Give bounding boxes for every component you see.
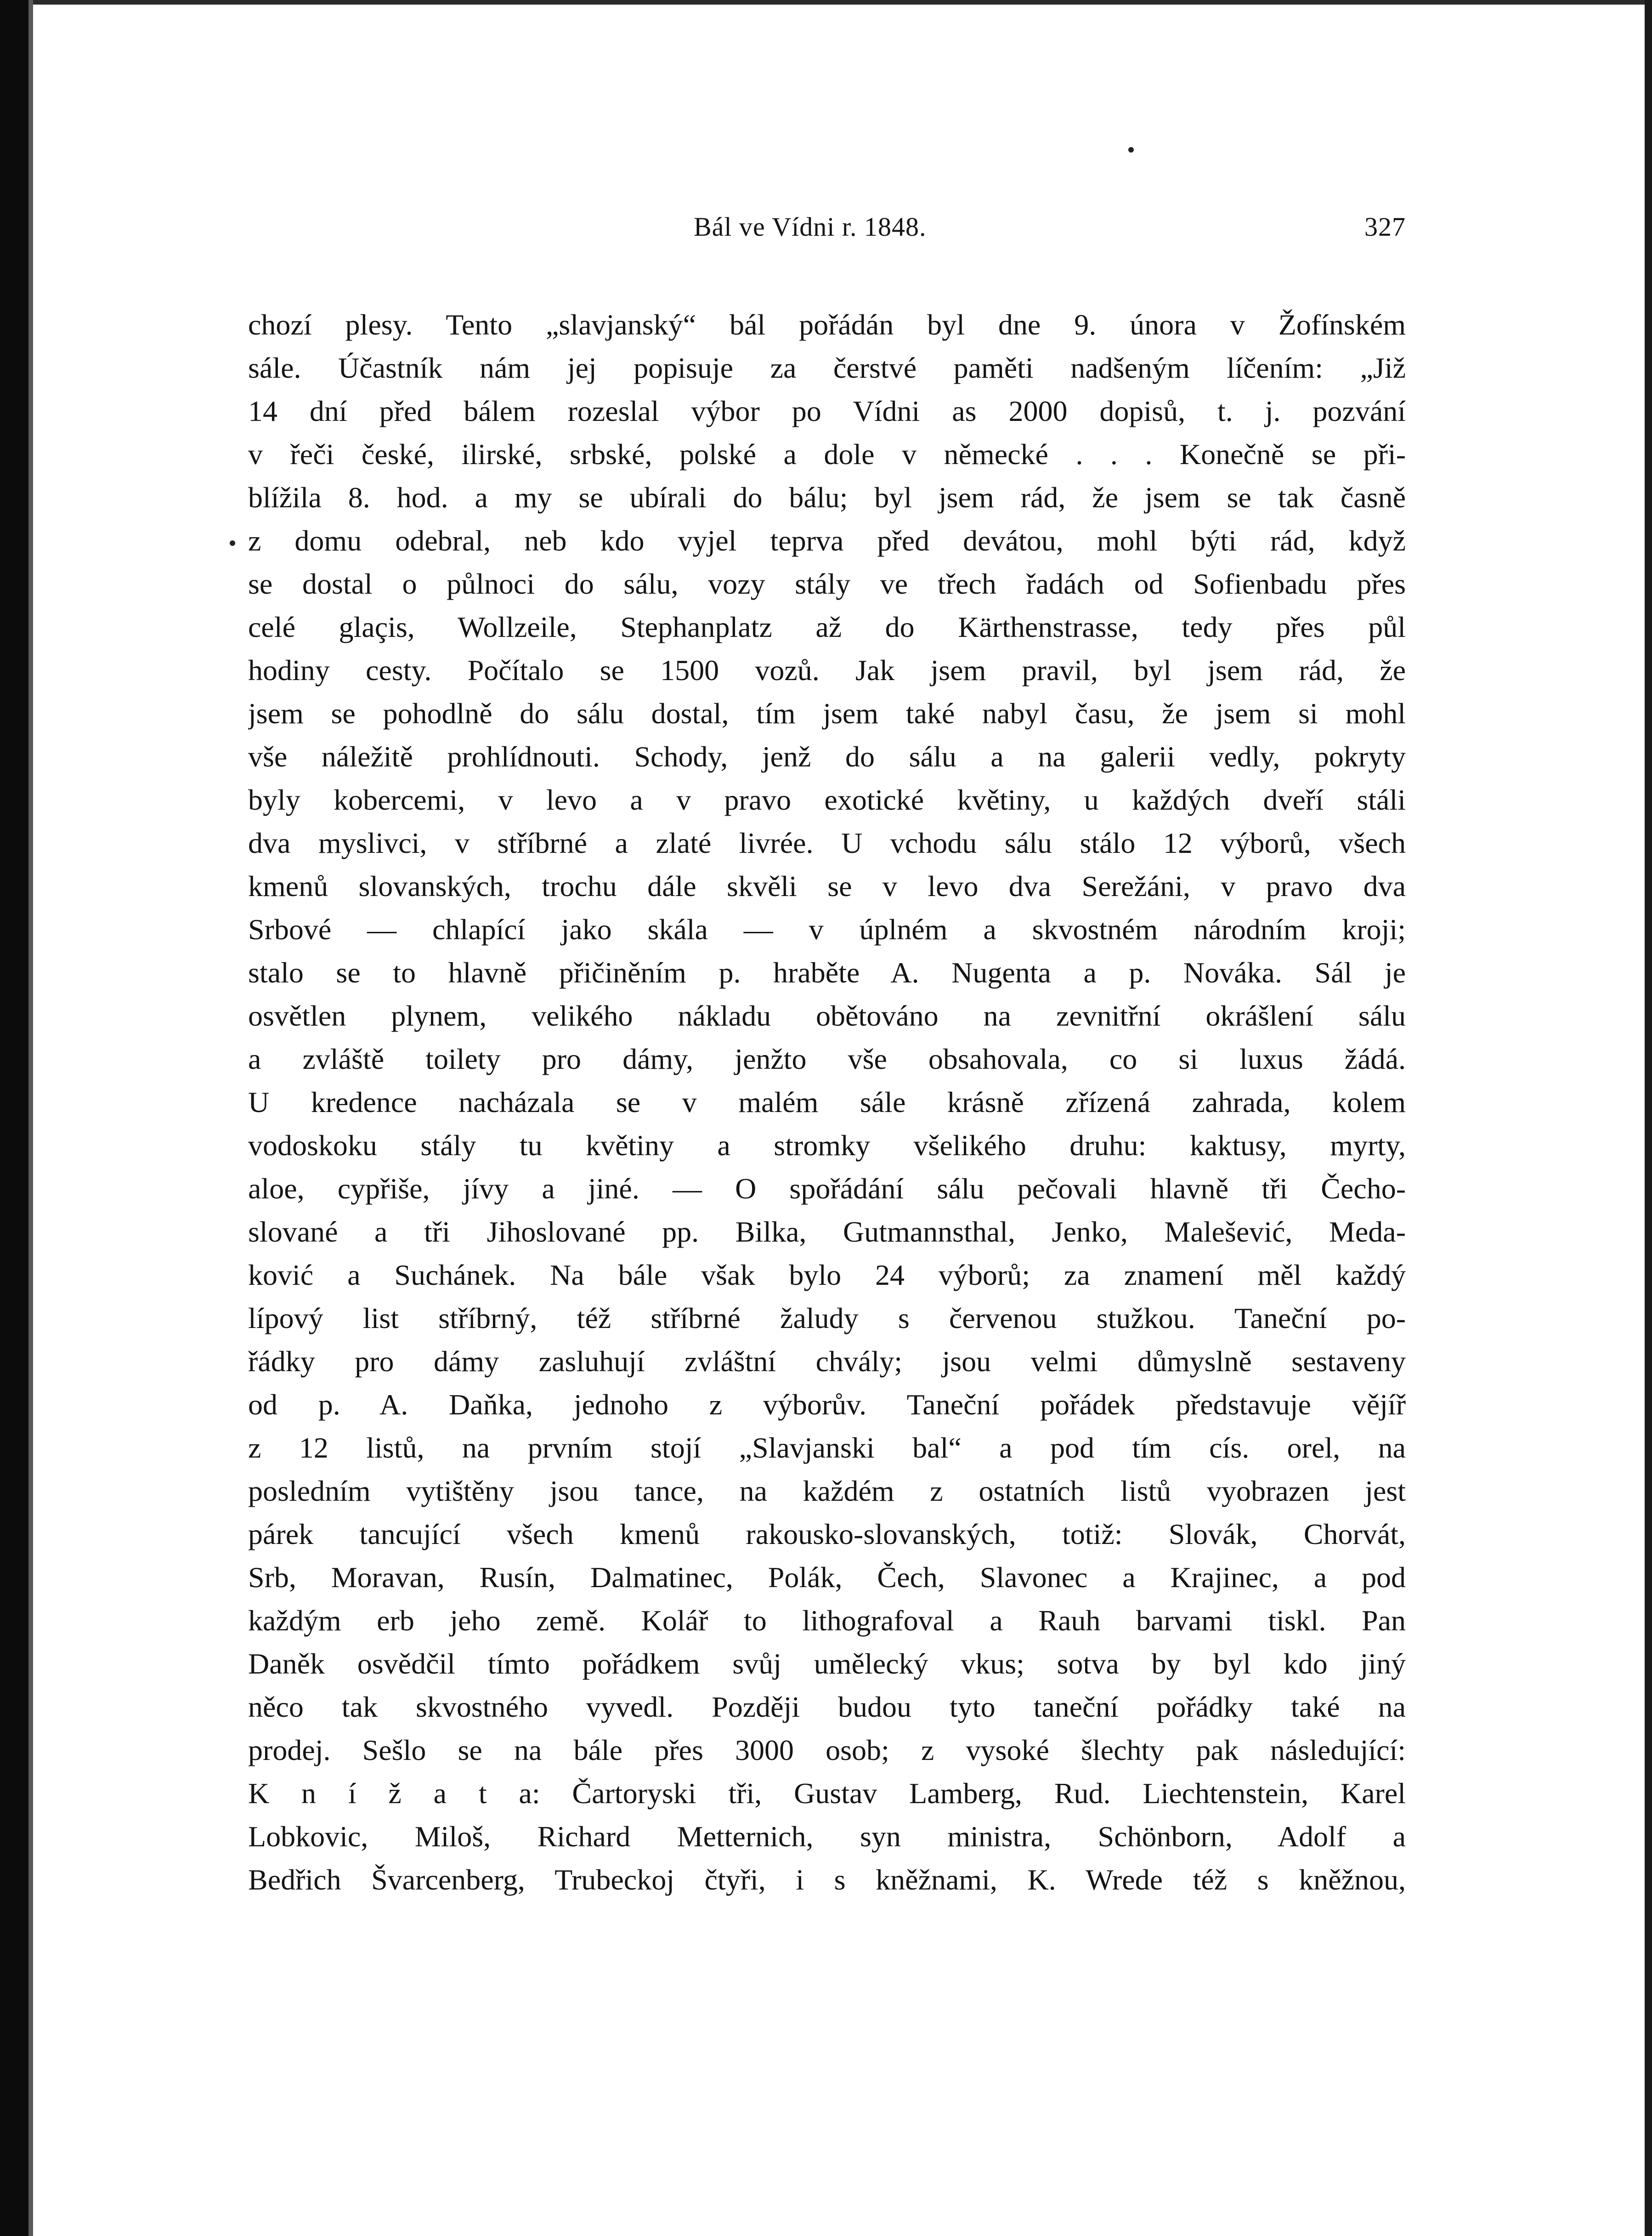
text-line: aloe, cypřiše, jívy a jiné. — O spořádání sálu pečovali hlavně tři Čecho- — [248, 1172, 1406, 1205]
book-page — [248, 202, 1406, 1901]
text-line: párek tancující všech kmenů rakousko-slovanských, totiž: Slovák, Chorvát, — [248, 1518, 1406, 1550]
text-line: hodiny cesty. Počítalo se 1500 vozů. Jak jsem pravil, byl jsem rád, že — [248, 654, 1406, 687]
text-line: Srb, Moravan, Rusín, Dalmatinec, Polák, Čech, Slavonec a Krajinec, a pod — [248, 1561, 1406, 1594]
text-line: v řeči české, ilirské, srbské, polské a dole v německé . . . Konečně se při- — [248, 438, 1406, 471]
text-line: Daněk osvědčil tímto pořádkem svůj umělecký vkus; sotva by byl kdo jiný — [248, 1647, 1406, 1680]
text-line: Lobkovic, Miloš, Richard Metternich, syn ministra, Schönborn, Adolf a — [248, 1820, 1406, 1853]
text-line: každým erb jeho země. Kolář to lithografoval a Rauh barvami tiskl. Pan — [248, 1604, 1406, 1637]
text-line: vše náležitě prohlídnouti. Schody, jenž do sálu a na galerii vedly, pokryty — [248, 740, 1406, 773]
text-line: z 12 listů, na prvním stojí „Slavjanski bal“ a pod tím cís. orel, na — [248, 1431, 1406, 1464]
text-line: dva myslivci, v stříbrné a zlaté livrée. U vchodu sálu stálo 12 výborů, všech — [248, 827, 1406, 859]
scan-edge-left-shadow — [28, 0, 33, 2236]
text-line: osvětlen plynem, velikého nákladu obětováno na zevnitřní okrášlení sálu — [248, 999, 1406, 1032]
text-line: řádky pro dámy zasluhují zvláštní chvály; jsou velmi důmyslně sestaveny — [248, 1345, 1406, 1378]
text-line: kmenů slovanských, trochu dále skvěli se v levo dva Serežáni, v pravo dva — [248, 870, 1406, 902]
body-text — [248, 303, 1406, 1901]
running-head — [248, 202, 1406, 253]
running-title: Bál ve Vídni r. 1848. — [694, 212, 927, 242]
text-line: K n í ž a t a: Čartoryski tři, Gustav Lamberg, Rud. Liechtenstein, Karel — [248, 1777, 1406, 1810]
text-line: Srbové — chlapící jako skála — v úplném a skvostném národním kroji; — [248, 913, 1406, 946]
text-line: stalo se to hlavně přičiněním p. hraběte A. Nugenta a p. Nováka. Sál je — [248, 956, 1406, 989]
text-line: ković a Suchánek. Na bále však bylo 24 výborů; za znamení měl každý — [248, 1259, 1406, 1291]
text-line: posledním vytištěny jsou tance, na každém z ostatních listů vyobrazen jest — [248, 1475, 1406, 1507]
text-line: sále. Účastník nám jej popisuje za čerstvé paměti nadšeným líčením: „Již — [248, 352, 1406, 384]
text-line: lípový list stříbrný, též stříbrné žaludy s červenou stužkou. Taneční po- — [248, 1302, 1406, 1334]
text-line: prodej. Sešlo se na bále přes 3000 osob; z vysoké šlechty pak následující: — [248, 1734, 1406, 1766]
text-line: blížila 8. hod. a my se ubírali do bálu; byl jsem rád, že jsem se tak časně — [248, 481, 1406, 514]
text-line: vodoskoku stály tu květiny a stromky všelikého druhu: kaktusy, myrty, — [248, 1129, 1406, 1162]
page-number: 327 — [1364, 212, 1406, 242]
stray-dot — [1128, 147, 1134, 153]
scan-edge-left — [0, 0, 28, 2236]
scan-edge-top — [0, 0, 1652, 5]
text-line: Bedřich Švarcenberg, Trubeckoj čtyři, i s kněžnami, K. Wrede též s kněžnou, — [248, 1863, 1406, 1896]
text-line: U kredence nacházala se v malém sále krásně zřízená zahrada, kolem — [248, 1086, 1406, 1118]
text-line: chozí plesy. Tento „slavjanský“ bál pořádán byl dne 9. února v Žofínském — [248, 308, 1406, 341]
text-line: byly kobercemi, v levo a v pravo exotické květiny, u každých dveří stáli — [248, 783, 1406, 816]
scan-edge-right — [1645, 0, 1652, 2236]
text-line: slované a tři Jihoslované pp. Bilka, Gutmannsthal, Jenko, Malešević, Meda- — [248, 1215, 1406, 1248]
text-line: 14 dní před bálem rozeslal výbor po Vídni as 2000 dopisů, t. j. pozvání — [248, 395, 1406, 427]
stray-dot — [230, 540, 235, 546]
text-line: se dostal o půlnoci do sálu, vozy stály ve třech řadách od Sofienbadu přes — [248, 568, 1406, 600]
text-line: od p. A. Daňka, jednoho z výborův. Taneční pořádek představuje vějíř — [248, 1388, 1406, 1421]
text-line: celé glaçis, Wollzeile, Stephanplatz až do Kärthenstrasse, tedy přes půl — [248, 611, 1406, 643]
text-line: z domu odebral, neb kdo vyjel teprva před devátou, mohl býti rád, když — [248, 524, 1406, 557]
text-line: něco tak skvostného vyvedl. Později budou tyto taneční pořádky také na — [248, 1691, 1406, 1723]
text-line: a zvláště toilety pro dámy, jenžto vše obsahovala, co si luxus žádá. — [248, 1043, 1406, 1075]
text-line: jsem se pohodlně do sálu dostal, tím jsem také nabyl času, že jsem si mohl — [248, 697, 1406, 730]
